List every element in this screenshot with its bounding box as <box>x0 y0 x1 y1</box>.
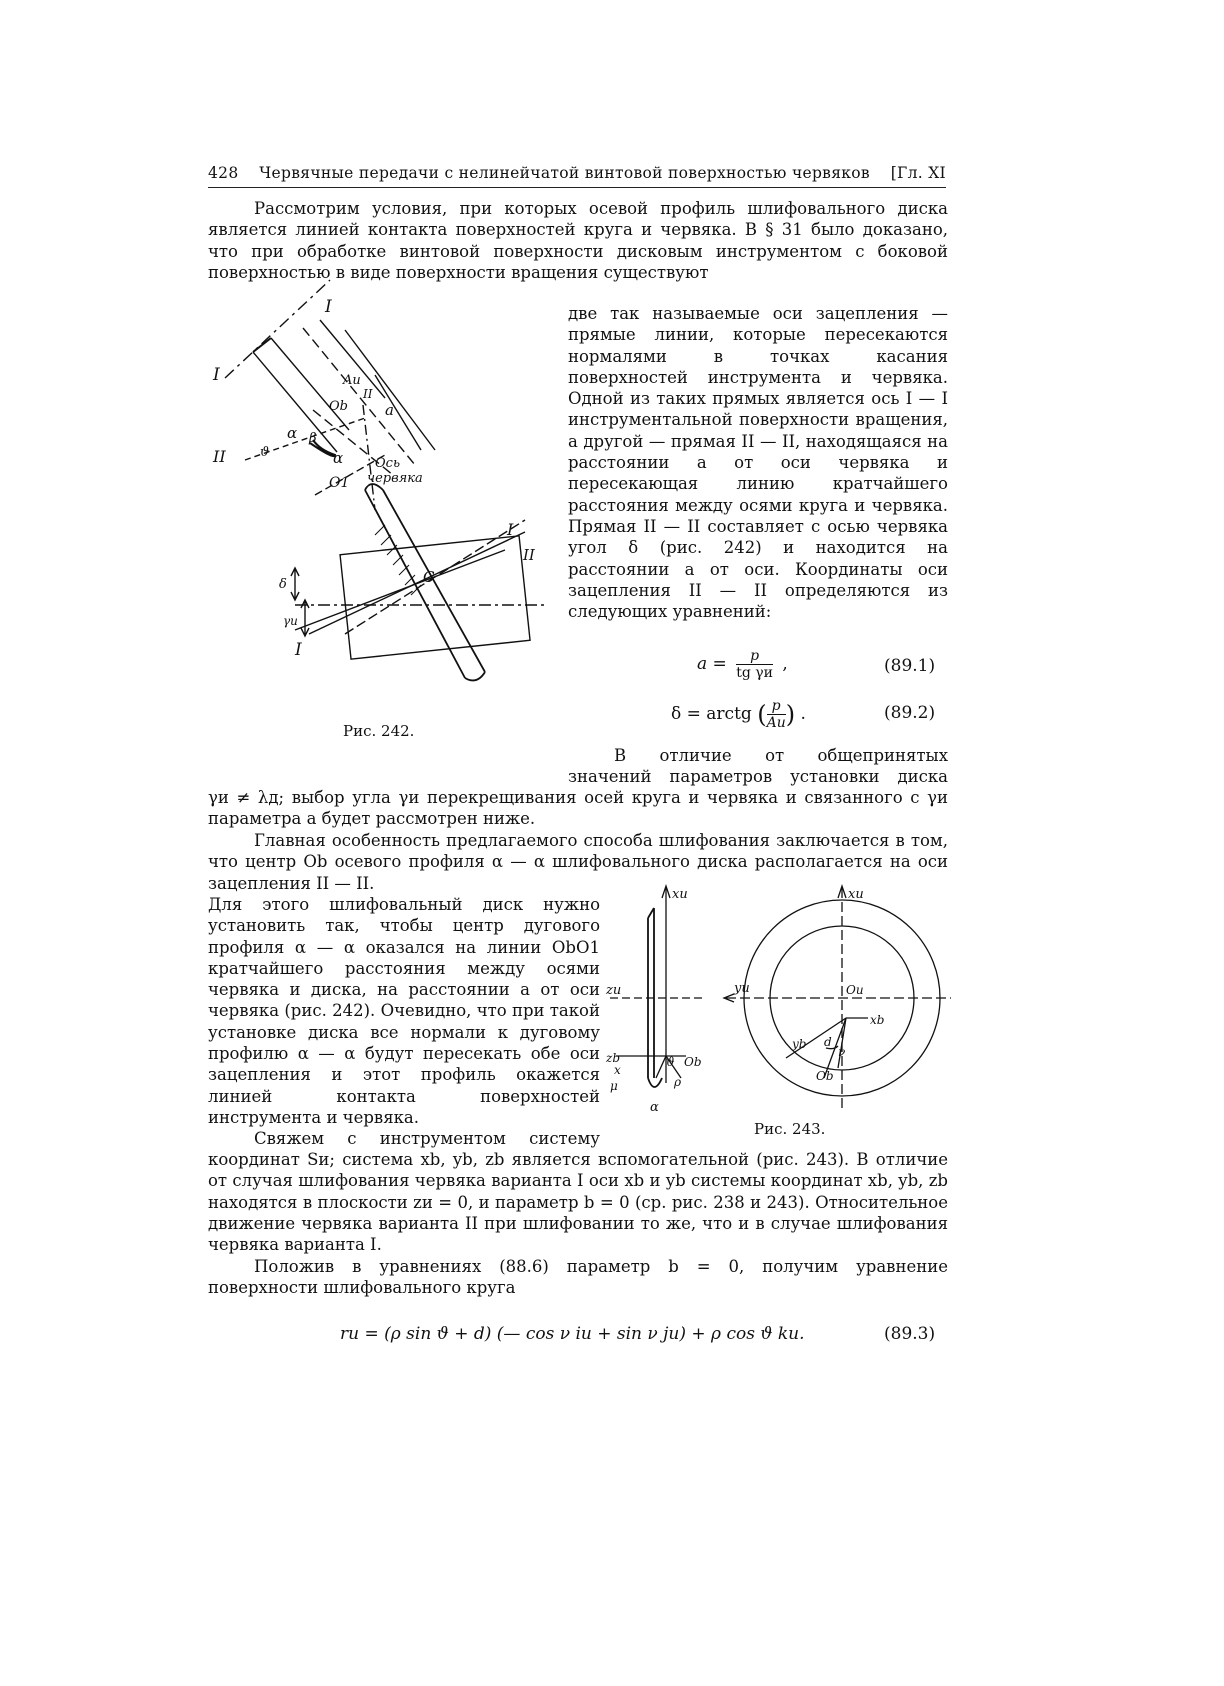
equation-89-1-number: (89.1) <box>884 656 936 676</box>
fig243-label-alpha: α <box>650 1100 659 1115</box>
fig243-label-theta: ϑ <box>666 1055 675 1069</box>
fig242-label-theta: ϑ <box>260 445 270 460</box>
fig242-label-axis1: Ось <box>375 456 401 471</box>
equation-89-2: δ = arctg ( p Aи ) . <box>671 698 806 731</box>
header-rule <box>208 187 946 188</box>
figure-242-caption: Рис. 242. <box>343 722 415 740</box>
eq1-numerator: p <box>736 648 773 665</box>
axis-I-upper <box>225 280 330 378</box>
eq1-denominator: tg γи <box>736 665 773 681</box>
fig243-label-x-small: x <box>614 1063 621 1077</box>
equation-89-3: rи = (ρ sin ϑ + d) (— cos ν iи + sin ν jи) + ρ cos ϑ kи. <box>340 1324 805 1344</box>
figure-243-caption: Рис. 243. <box>754 1120 826 1138</box>
fig242-label-A: Aи <box>343 373 361 388</box>
paragraph-left-column: Для этого шлифовальный диск нужно установить так, чтобы центр дугового профиля α — α оказался на линии ObO1 кратчайшего расстояния между осями червяка и диска, на расстоянии a от оси червяка (рис. 242). Очевидно, что при такой установке диска все нормали к дуговому профилю α — α будут пересекать обе оси зацепления и этот профиль окажется линией контакта поверхностей инструмента и червяка. <box>208 895 600 1127</box>
paragraph-intro: Рассмотрим условия, при которых осевой профиль шлифовального диска является линией контакта поверхностей круга и червяка. В § 31 было доказано, что при обработке винтовой поверхности дисковым инструментом с боковой поверхностью в виде поверхности вращения существуют <box>208 199 948 282</box>
page-number: 428 <box>208 164 239 182</box>
paragraph-surface: Положив в уравнениях (88.6) параметр b = 0, получим уравнение поверхности шлифовального круга <box>208 1257 948 1298</box>
fig242-label-I-top: I <box>325 297 332 317</box>
equation-89-2-number: (89.2) <box>884 703 936 723</box>
paragraph-main-feature: Главная особенность предлагаемого способа шлифования заключается в том, что центр Ob осевого профиля α — α шлифовального диска располагается на оси зацепления II — II. <box>208 831 948 893</box>
running-title: Червячные передачи с нелинейчатой винтовой поверхностью червяков <box>259 164 870 182</box>
fig243-label-xb: xb <box>870 1013 885 1027</box>
fig242-label-II-right: II <box>523 546 535 564</box>
fig242-label-alpha1: α <box>287 424 298 442</box>
fig242-label-gamma: γи <box>283 614 298 628</box>
fig243-label-x-right: xи <box>848 887 864 902</box>
fig243-label-d: d <box>824 1035 832 1049</box>
eq2-lhs: δ = arctg <box>671 704 752 724</box>
paragraph-right-2: В отличие от общепринятых значений параметров установки диска <box>568 746 948 787</box>
eq1-tail: , <box>782 654 788 674</box>
paragraph-coordinates: координат Sи; система xb, yb, zb является вспомогательной (рис. 243). В отличие от случая шлифования червяка варианта I оси xb и yb системы координат xb, yb, zb находятся в плоскости zи = 0, и параметр b = 0 (ср. рис. 238 и 243). Относительное движение червяка варианта II при шлифовании то же, что и в случае шлифования червяка варианта I. <box>208 1150 948 1255</box>
disk-side-view <box>648 908 654 1078</box>
fig242-label-II-small: II <box>363 387 373 401</box>
fig243-label-z-left: zи <box>606 983 622 998</box>
fig243-label-y-right: yи <box>734 981 750 996</box>
fig242-label-O1: O1 <box>329 475 350 491</box>
fig242-label-II-left: II <box>213 447 226 466</box>
tool-edge-lines <box>253 338 349 452</box>
fig242-label-Ob: Ob <box>329 399 348 414</box>
worm-rectangle <box>340 536 530 659</box>
paragraph-left-2: Свяжем с инструментом систему <box>254 1129 600 1148</box>
figure-243 <box>606 878 956 1118</box>
fig243-label-yb: yb <box>792 1037 807 1051</box>
fig243-label-Ob-right: Ob <box>816 1069 834 1083</box>
paragraph-right-column: две так называемые оси зацепления — прямые линии, которые пересекаются нормалями в точках касания поверхностей инструмента и червяка. Одной из таких прямых является ось I — I инструментальной поверхности вращения, а другой — прямая II — II, находящаяся на расстоянии a от оси червяка и пересекающая линию кратчайшего расстояния между осями круга и червяка. Прямая II — II составляет с осью червяка угол δ (рис. 242) и находится на расстоянии a от оси. Координаты оси зацепления II — II определяются из следующих уравнений: <box>568 304 948 622</box>
fig242-label-C: C <box>423 568 435 586</box>
eq2-numerator: p <box>767 698 786 715</box>
eq2-denominator: Aи <box>766 715 786 731</box>
eq1-lhs: a = <box>697 654 727 674</box>
fig243-label-mu: μ <box>610 1079 618 1093</box>
fig242-label-alpha2: α <box>333 449 344 467</box>
fig243-label-x-left: xи <box>672 887 688 902</box>
equation-89-3-number: (89.3) <box>884 1324 936 1344</box>
running-header <box>208 164 946 182</box>
fig242-label-axis2: червяка <box>367 471 423 486</box>
fig243-label-rho: ρ <box>674 1075 682 1089</box>
fig243-label-Ob-left: Ob <box>684 1055 702 1069</box>
fig242-label-I-bottom: I <box>295 640 302 660</box>
chapter-ref: [Гл. XI <box>890 164 946 182</box>
paragraph-continued: γи ≠ λд; выбор угла γи перекрещивания осей круга и червяка и связанного с γи параметра a будет рассмотрен ниже. <box>208 788 948 829</box>
fig243-label-nu: ν <box>838 1045 846 1059</box>
fig242-label-beta: β <box>309 431 317 446</box>
fig242-label-a: a <box>385 401 394 419</box>
fig242-label-I-right: I <box>507 520 514 539</box>
fig243-label-zb: zb <box>606 1051 621 1065</box>
eq2-tail: . <box>800 704 806 724</box>
fig242-label-I-left: I <box>213 365 220 385</box>
equation-89-1 <box>697 648 788 681</box>
fig243-label-O-right: Oи <box>846 983 864 997</box>
figure-242 <box>213 297 565 730</box>
fig242-label-delta: δ <box>279 577 287 592</box>
